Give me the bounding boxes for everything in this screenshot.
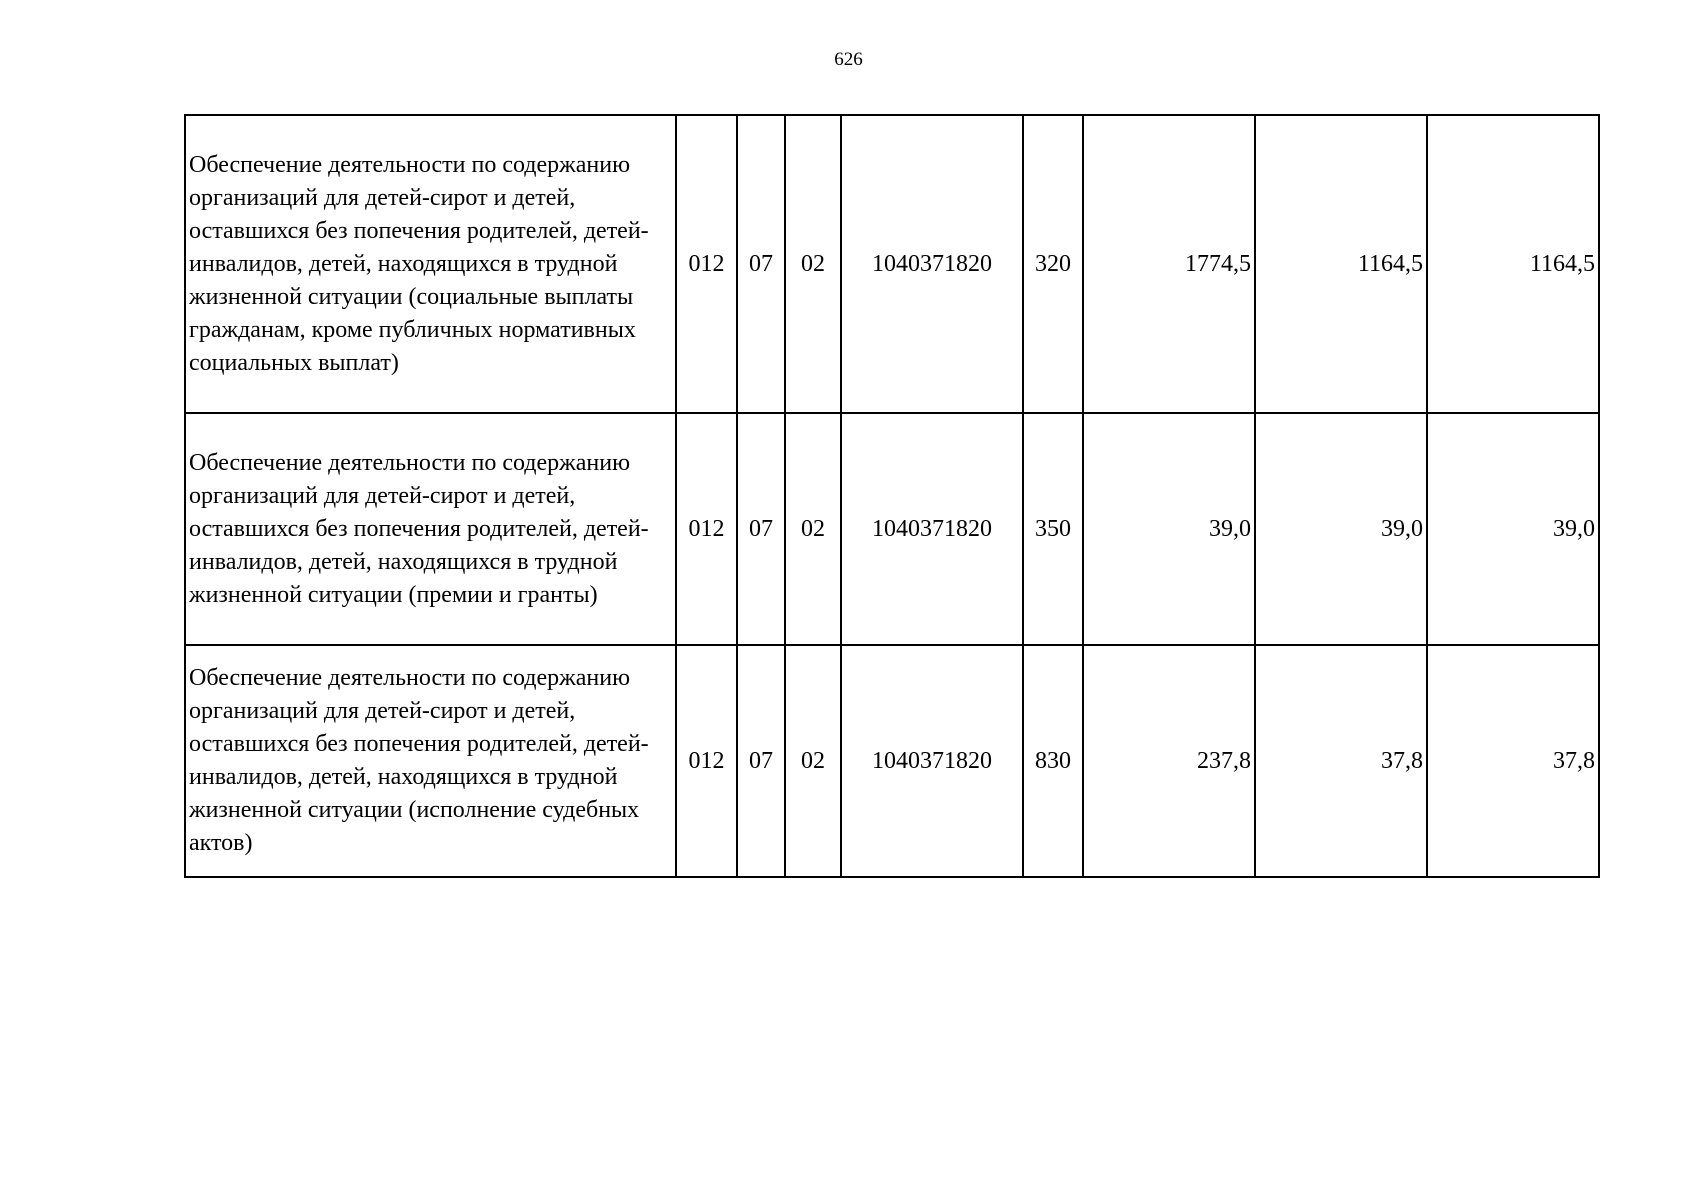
amount-1: 1774,5 <box>1083 115 1255 413</box>
amount-2: 1164,5 <box>1255 115 1427 413</box>
subsection-code: 02 <box>785 413 841 645</box>
expense-type-code: 320 <box>1023 115 1083 413</box>
ministry-code: 012 <box>676 115 737 413</box>
row-description: Обеспечение деятельности по содержанию организаций для детей-сирот и детей, оставшихся без попечения родителей, детей-инвалидов, детей, находящихся в трудной жизненной ситуации (социальные выплаты гражданам, кроме публичных нормативных социальных выплат) <box>185 115 676 413</box>
section-code: 07 <box>737 413 785 645</box>
amount-3: 1164,5 <box>1427 115 1599 413</box>
amount-3: 37,8 <box>1427 645 1599 877</box>
amount-1: 39,0 <box>1083 413 1255 645</box>
amount-2: 37,8 <box>1255 645 1427 877</box>
page-number: 626 <box>834 49 863 70</box>
budget-table <box>184 114 1600 878</box>
amount-3: 39,0 <box>1427 413 1599 645</box>
amount-1: 237,8 <box>1083 645 1255 877</box>
ministry-code: 012 <box>676 413 737 645</box>
amount-2: 39,0 <box>1255 413 1427 645</box>
ministry-code: 012 <box>676 645 737 877</box>
table-row <box>185 645 1599 877</box>
expense-type-code: 350 <box>1023 413 1083 645</box>
target-article-code: 1040371820 <box>841 115 1023 413</box>
subsection-code: 02 <box>785 115 841 413</box>
row-description: Обеспечение деятельности по содержанию организаций для детей-сирот и детей, оставшихся без попечения родителей, детей-инвалидов, детей, находящихся в трудной жизненной ситуации (исполнение судебных актов) <box>185 645 676 877</box>
table-row <box>185 115 1599 413</box>
section-code: 07 <box>737 115 785 413</box>
subsection-code: 02 <box>785 645 841 877</box>
row-description: Обеспечение деятельности по содержанию организаций для детей-сирот и детей, оставшихся без попечения родителей, детей-инвалидов, детей, находящихся в трудной жизненной ситуации (премии и гранты) <box>185 413 676 645</box>
target-article-code: 1040371820 <box>841 413 1023 645</box>
target-article-code: 1040371820 <box>841 645 1023 877</box>
expense-type-code: 830 <box>1023 645 1083 877</box>
section-code: 07 <box>737 645 785 877</box>
table-row <box>185 413 1599 645</box>
